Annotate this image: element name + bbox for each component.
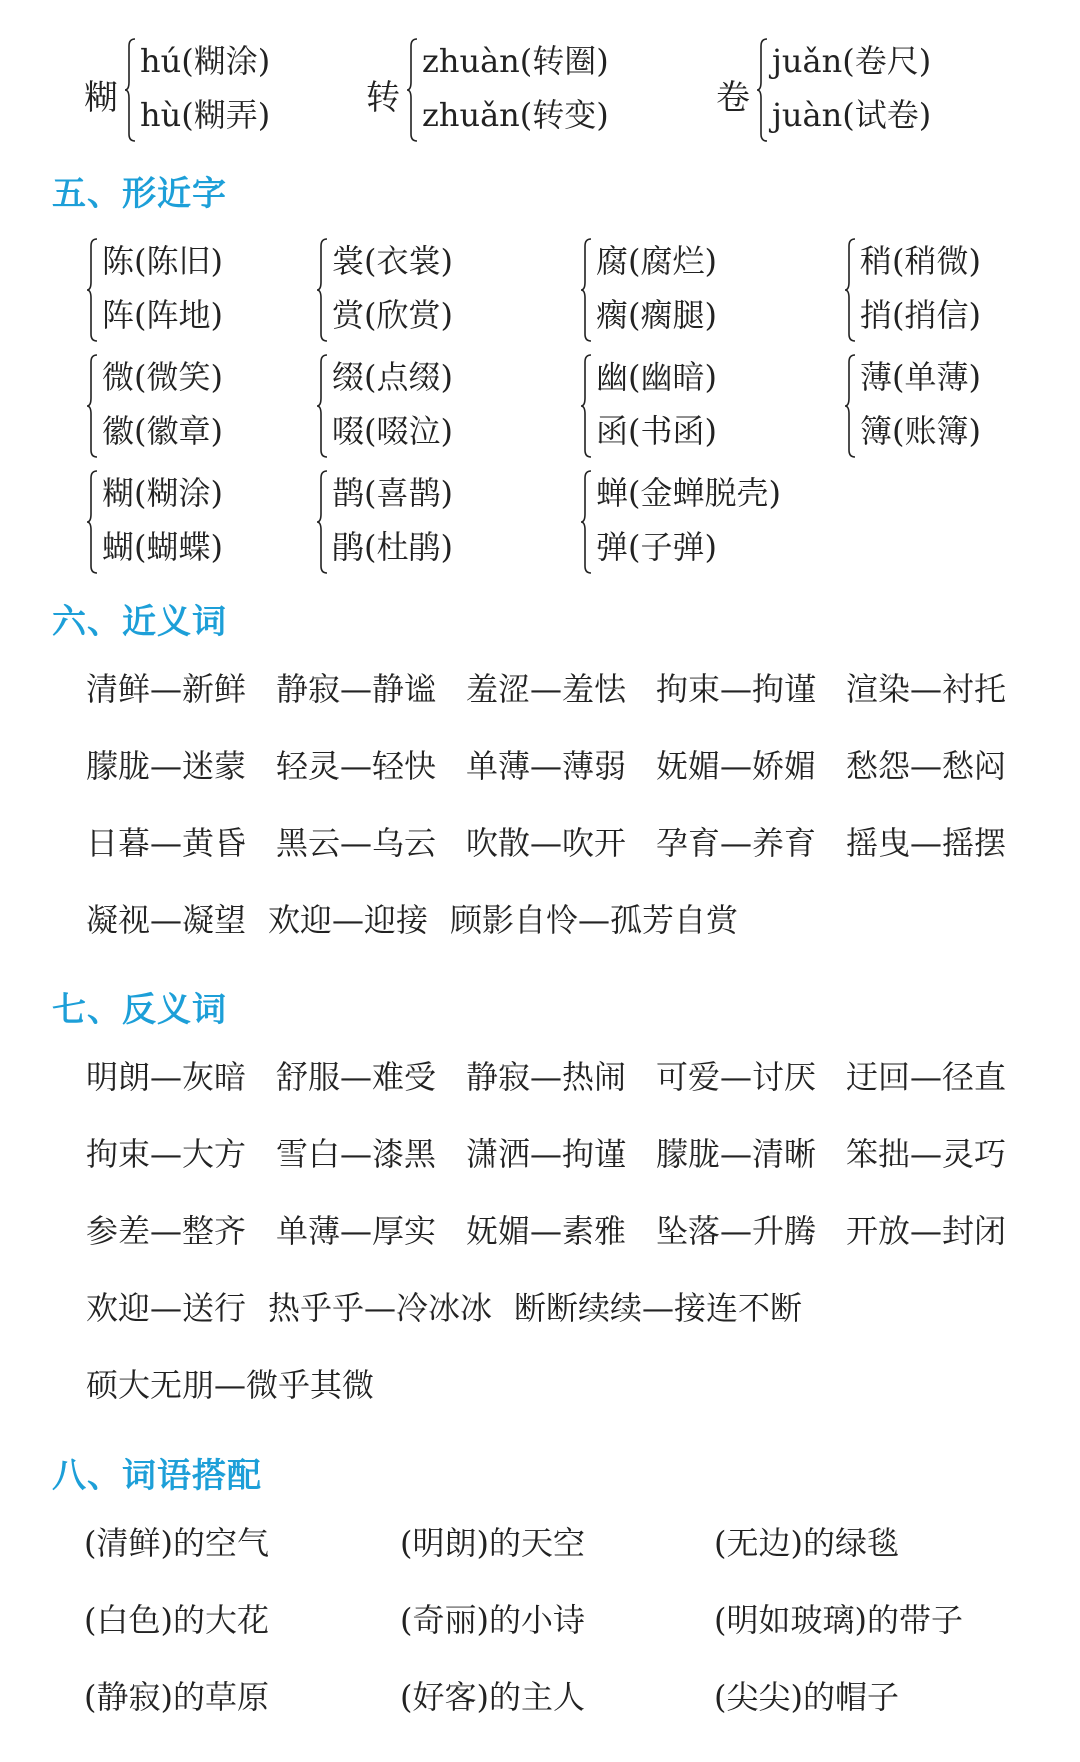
collocation-item: (清鲜)的空气 [84, 1524, 269, 1562]
reading-1: hú(糊涂) [140, 42, 271, 80]
antonym-pair: 断断续续—接连不断 [514, 1289, 803, 1327]
similar-char-2: 啜(啜泣) [332, 412, 453, 450]
brace-icon [316, 354, 328, 458]
brace-icon [580, 238, 592, 342]
brace-icon [86, 470, 98, 574]
antonym-pair: 坠落—升腾 [656, 1212, 817, 1250]
collocation-item: (白色)的大花 [84, 1601, 269, 1639]
similar-char-1: 薄(单薄) [860, 358, 981, 396]
similar-char-2: 簿(账簿) [860, 412, 981, 450]
similar-char-1: 稍(稍微) [860, 242, 981, 280]
synonym-pair: 愁怨—愁闷 [846, 747, 1007, 785]
similar-char-1: 幽(幽暗) [596, 358, 717, 396]
similar-char-1: 糊(糊涂) [102, 474, 223, 512]
antonym-line [86, 1206, 1007, 1250]
antonym-pair: 迂回—径直 [846, 1058, 1007, 1096]
brace-icon [844, 354, 856, 458]
synonym-pair: 羞涩—羞怯 [466, 670, 627, 708]
similar-char-2: 弹(子弹) [596, 528, 717, 566]
similar-char-2: 赏(欣赏) [332, 296, 453, 334]
antonym-pair: 欢迎—送行 [86, 1289, 247, 1327]
brace-icon [86, 354, 98, 458]
synonym-pair: 欢迎—迎接 [268, 901, 429, 939]
similar-char-2: 函(书函) [596, 412, 717, 450]
reading-2: zhuǎn(转变) [422, 96, 609, 134]
brace-icon [316, 238, 328, 342]
synonym-pair: 顾影自怜—孤芳自赏 [450, 901, 739, 939]
similar-char-1: 腐(腐烂) [596, 242, 717, 280]
synonym-line [86, 664, 1007, 708]
similar-char-1: 陈(陈旧) [102, 242, 223, 280]
similar-char-2: 徽(徽章) [102, 412, 223, 450]
similar-char-1: 微(微笑) [102, 358, 223, 396]
synonym-pair: 渲染—衬托 [846, 670, 1007, 708]
synonym-line [86, 818, 1007, 862]
polyphonic-char: 糊 [84, 78, 118, 118]
synonym-line [86, 895, 986, 939]
similar-char-1: 蝉(金蝉脱壳) [596, 474, 781, 512]
antonym-pair: 舒服—难受 [276, 1058, 437, 1096]
antonym-pair: 硕大无朋—微乎其微 [86, 1366, 375, 1404]
synonym-pair: 单薄—薄弱 [466, 747, 627, 785]
collocation-item: (无边)的绿毯 [714, 1524, 899, 1562]
brace-icon [316, 470, 328, 574]
synonym-line [86, 741, 1007, 785]
collocation-item: (明朗)的天空 [400, 1524, 585, 1562]
reading-1: juǎn(卷尺) [772, 42, 932, 80]
similar-char-2: 阵(阵地) [102, 296, 223, 334]
antonym-pair: 可爱—讨厌 [656, 1058, 817, 1096]
reading-2: juàn(试卷) [772, 96, 932, 134]
antonym-pair: 静寂—热闹 [466, 1058, 627, 1096]
synonym-pair: 静寂—静谧 [276, 670, 437, 708]
antonym-line [86, 1283, 986, 1327]
antonym-pair: 朦胧—清晰 [656, 1135, 817, 1173]
brace-icon [844, 238, 856, 342]
reading-2: hù(糊弄) [140, 96, 271, 134]
similar-char-1: 裳(衣裳) [332, 242, 453, 280]
synonym-pair: 凝视—凝望 [86, 901, 247, 939]
antonym-pair: 妩媚—素雅 [466, 1212, 627, 1250]
section-title-5: 五、形近字 [52, 174, 227, 214]
antonym-pair: 参差—整齐 [86, 1212, 247, 1250]
antonym-pair: 笨拙—灵巧 [846, 1135, 1007, 1173]
section-title-6: 六、近义词 [52, 602, 227, 642]
polyphonic-char: 转 [366, 78, 400, 118]
antonym-line [86, 1052, 1007, 1096]
antonym-pair: 开放—封闭 [846, 1212, 1007, 1250]
synonym-pair: 日暮—黄昏 [86, 824, 247, 862]
antonym-pair: 拘束—大方 [86, 1135, 247, 1173]
antonym-pair: 潇洒—拘谨 [466, 1135, 627, 1173]
synonym-pair: 孕育—养育 [656, 824, 817, 862]
synonym-pair: 吹散—吹开 [466, 824, 627, 862]
collocation-item: (尖尖)的帽子 [714, 1678, 899, 1716]
antonym-line [86, 1129, 1007, 1173]
similar-char-2: 蝴(蝴蝶) [102, 528, 223, 566]
collocation-item: (静寂)的草原 [84, 1678, 269, 1716]
collocation-item: (明如玻璃)的带子 [714, 1601, 963, 1639]
reading-1: zhuàn(转圈) [422, 42, 609, 80]
section-title-8: 八、词语搭配 [52, 1456, 262, 1496]
similar-char-1: 鹊(喜鹊) [332, 474, 453, 512]
synonym-pair: 拘束—拘谨 [656, 670, 817, 708]
collocation-item: (奇丽)的小诗 [400, 1601, 585, 1639]
section-title-7: 七、反义词 [52, 990, 227, 1030]
brace-icon [124, 38, 136, 142]
synonym-pair: 黑云—乌云 [276, 824, 437, 862]
antonym-pair: 明朗—灰暗 [86, 1058, 247, 1096]
brace-icon [86, 238, 98, 342]
antonym-line [86, 1360, 986, 1404]
synonym-pair: 摇曳—摇摆 [846, 824, 1007, 862]
synonym-pair: 妩媚—娇媚 [656, 747, 817, 785]
similar-char-1: 缀(点缀) [332, 358, 453, 396]
brace-icon [580, 470, 592, 574]
brace-icon [406, 38, 418, 142]
synonym-pair: 朦胧—迷蒙 [86, 747, 247, 785]
brace-icon [756, 38, 768, 142]
similar-char-2: 瘸(瘸腿) [596, 296, 717, 334]
polyphonic-char: 卷 [716, 78, 750, 118]
synonym-pair: 清鲜—新鲜 [86, 670, 247, 708]
collocation-item: (好客)的主人 [400, 1678, 585, 1716]
similar-char-2: 鹃(杜鹃) [332, 528, 453, 566]
antonym-pair: 雪白—漆黑 [276, 1135, 437, 1173]
antonym-pair: 单薄—厚实 [276, 1212, 437, 1250]
similar-char-2: 捎(捎信) [860, 296, 981, 334]
brace-icon [580, 354, 592, 458]
synonym-pair: 轻灵—轻快 [276, 747, 437, 785]
antonym-pair: 热乎乎—冷冰冰 [268, 1289, 493, 1327]
